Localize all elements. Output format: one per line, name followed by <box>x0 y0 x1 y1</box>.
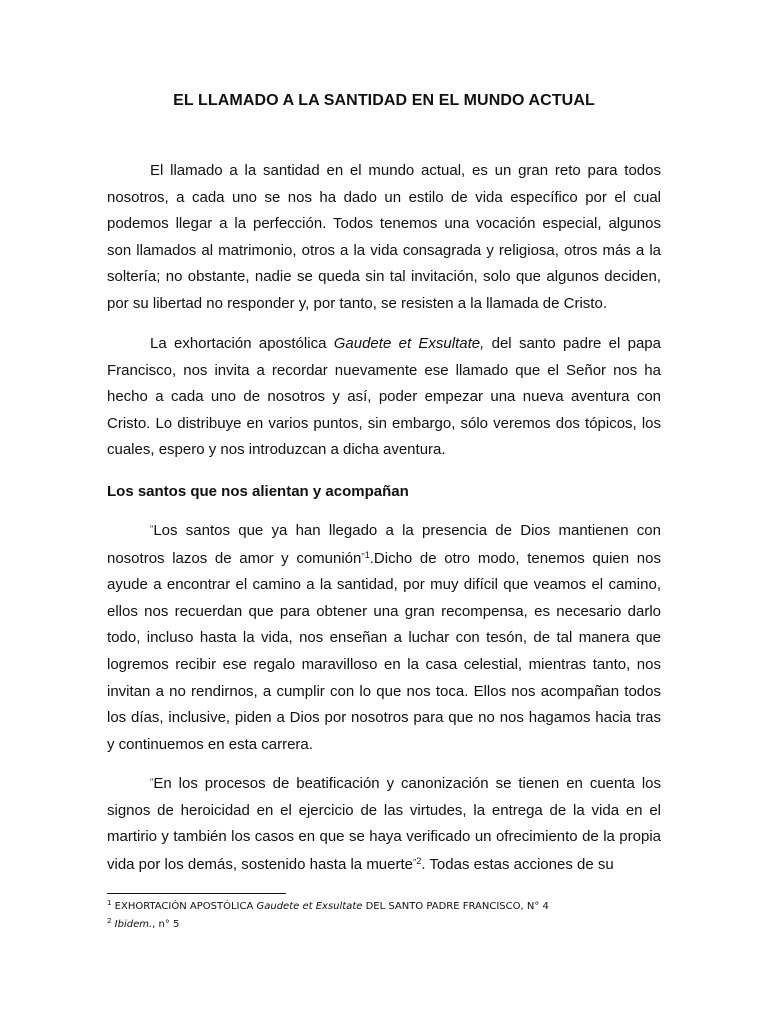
close-quote: ” <box>413 857 417 869</box>
paragraph-2-italic-title: Gaudete et Exsultate, <box>333 335 485 352</box>
footnote-2 <box>107 918 179 932</box>
paragraph-saints <box>107 517 661 758</box>
section-heading: Los santos que nos alientan y acompañan <box>107 483 409 500</box>
footnote-separator <box>107 893 286 894</box>
footnote-1-italic: Gaudete et Exsultate <box>256 901 363 912</box>
paragraph-exhortation <box>107 331 661 464</box>
paragraph-beatification <box>107 770 661 878</box>
close-quote: ” <box>361 551 365 563</box>
footnote-ref-1: 1 <box>364 549 370 560</box>
footnote-1-before: EXHORTACIÓN APOSTÓLICA <box>111 901 257 912</box>
footnote-2-number: 2 <box>107 917 112 925</box>
footnote-1-after: DEL SANTO PADRE FRANCISCO, N° 4 <box>362 901 549 912</box>
footnote-ref-2: 2 <box>416 855 422 866</box>
paragraph-2-after: del santo padre el papa Francisco, nos invita a recordar nuevamente ese llamado que el Señor nos ha hecho a cada uno de nosotros y así, poder empezar una nueva aventura con Cristo. Lo distribuye en varios puntos, sin embargo, sólo veremos dos tópicos, los cuales, espero y nos introduzcan a dicha aventura. <box>107 335 661 459</box>
open-quote: “ <box>150 524 154 535</box>
footnote-1 <box>107 900 549 914</box>
paragraph-1-text: El llamado a la santidad en el mundo actual, es un gran reto para todos nosotros, a cada uno se nos ha dado un estilo de vida específico por el cual podemos llegar a la perfección. Todos tenemos una vocación especial, algunos son llamados al matrimonio, otros a la vida consagrada y religiosa, otros más a la soltería; no obstante, nadie se queda sin tal invitación, solo que algunos deciden, por su libertad no responder y, por tanto, se resisten a la llamada de Cristo. <box>107 162 661 312</box>
paragraph-3-after: .Dicho de otro modo, tenemos quien nos ayude a encontrar el camino a la santidad, por muy difícil que veamos el camino, ellos nos recuerdan que para obtener una gran recompensa, es necesario darlo todo, incluso hasta la vida, nos enseñan a luchar con tesón, de tal manera que logremos recibir ese regalo maravilloso en la casa celestial, mientras tanto, nos invitan a no rendirnos, a cumplir con lo que nos toca. Ellos nos acompañan todos los días, inclusive, piden a Dios por nosotros para que no nos hagamos hacia tras y continuemos en esta carrera. <box>107 549 661 753</box>
paragraph-intro <box>107 158 661 318</box>
paragraph-4-after: . Todas estas acciones de su <box>421 855 614 873</box>
footnote-1-number: 1 <box>107 899 112 907</box>
footnote-2-after: , n° 5 <box>152 919 180 930</box>
open-quote: “ <box>150 777 154 788</box>
paragraph-4-quote: En los procesos de beatificación y canonización se tienen en cuenta los signos de heroicidad en el ejercicio de las virtudes, la entrega de la vida en el martirio y también los casos en que se haya verificado un ofrecimiento de la propia vida por los demás, sostenido hasta la muerte <box>107 775 661 873</box>
paragraph-2-before: La exhortación apostólica <box>150 335 334 352</box>
page-title: EL LLAMADO A LA SANTIDAD EN EL MUNDO ACTUAL <box>173 92 595 109</box>
footnote-2-italic: Ibidem. <box>114 919 153 930</box>
paragraph-3-quote: Los santos que ya han llegado a la presencia de Dios mantienen con nosotros lazos de amor y comunión <box>107 522 661 567</box>
